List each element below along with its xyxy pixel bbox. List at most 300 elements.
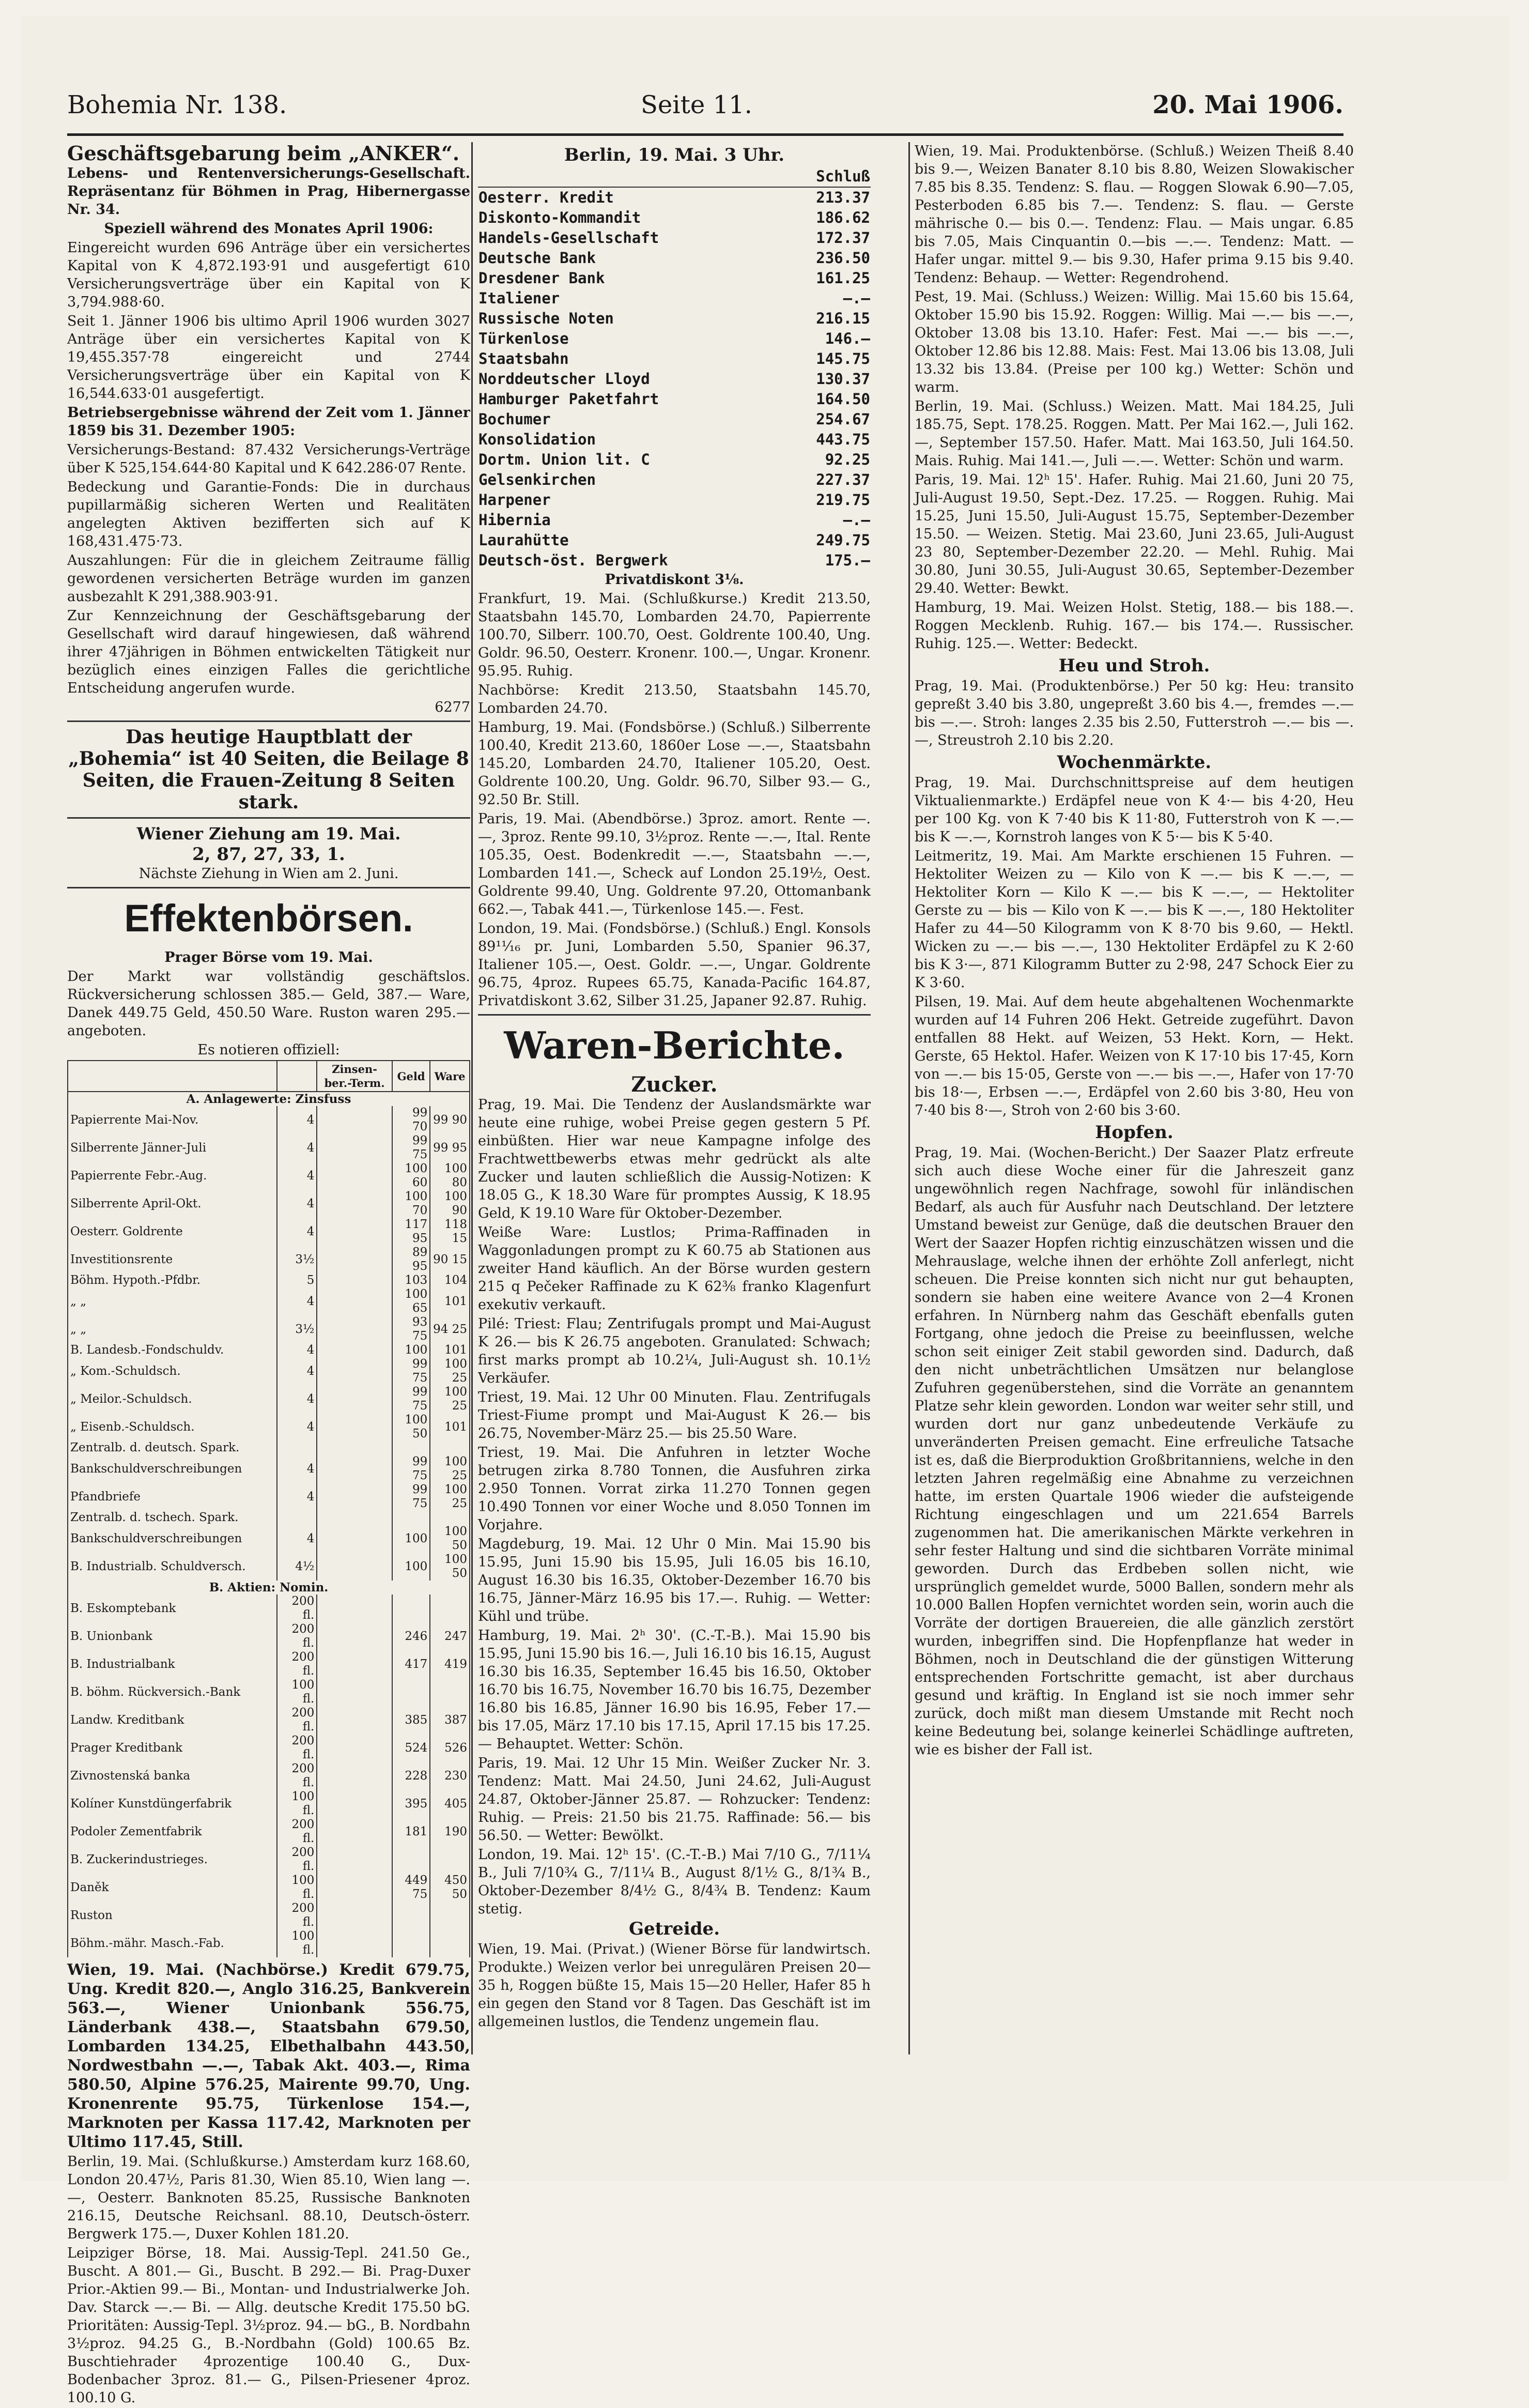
table-cell <box>317 1343 392 1357</box>
notiert-label: Es notieren offiziell: <box>197 1042 340 1058</box>
table-row <box>68 1818 470 1846</box>
table-cell: B. Industrialbank <box>68 1650 277 1678</box>
table-cell: 99 90 <box>430 1106 470 1134</box>
anker-period: Speziell während des Monates April 1906: <box>104 221 434 237</box>
table-cell: 4 <box>277 1343 317 1357</box>
table-row <box>68 1343 470 1357</box>
table-cell <box>430 1901 470 1929</box>
anker-para: Eingereicht wurden 696 Anträge über ein versichertes Kapital von K 4,872.193·91 und ausgefertigt 610 Versicherungsverträge über ein Kapital von K 3,794.988·60. <box>67 240 470 310</box>
table-cell: 4½ <box>277 1553 317 1581</box>
wien-nachboerse: Wien, 19. Mai. (Nachbörse.) Kredit 679.75, Ung. Kredit 820.—, Anglo 316.25, Bankverein 563.—, Wiener Unionbank 556.75, Länderbank 438.—, Staatsbahn 679.50, Lombarden 134.25, Elbethalbahn 443.50, Nordwestbahn —.—, Tabak Akt. 403.—, Rima 580.50, Alpine 576.25, Mairente 99.70, Ung. Kronenrente 95.75, Türkenlose 154.—, Marknoten per Kassa 117.42, Marknoten per Ultimo 117.45, Still. <box>67 1961 470 2151</box>
table-cell: 449 75 <box>392 1874 430 1901</box>
table-row <box>68 1190 470 1218</box>
table-cell <box>317 1357 392 1385</box>
table-cell: Zentralb. d. deutsch. Spark. <box>68 1441 277 1455</box>
lottery-title: Wiener Ziehung am 19. Mai. <box>136 824 401 843</box>
zucker-triest: Triest, 19. Mai. Die Anfuhren in letzter Woche betrugen zirka 8.780 Tonnen, die Ausfuhren zirka 2.950 Tonnen. Vorrat zirka 11.270 Tonnen gegen 10.490 Tonnen vor einer Woche und 8.050 Tonnen im Vorjahre. <box>478 1445 871 1533</box>
table-cell: 230 <box>430 1762 470 1790</box>
table-cell <box>317 1106 392 1134</box>
table-cell <box>317 1525 392 1553</box>
table-row <box>68 1106 470 1134</box>
table-row <box>478 309 871 329</box>
quotes-header: Ware <box>430 1061 470 1092</box>
privatdiskont: Privatdiskont 3⅛. <box>605 572 744 588</box>
frankfurt-nachboerse: Nachbörse: Kredit 213.50, Staatsbahn 145.70, Lombarden 24.70. <box>478 682 871 716</box>
table-cell: 100 <box>392 1553 430 1581</box>
table-cell <box>317 1678 392 1706</box>
berlin-head: Schluß <box>478 166 871 187</box>
table-cell: 4 <box>277 1134 317 1162</box>
lottery-next: Nächste Ziehung in Wien am 2. Juni. <box>138 866 399 882</box>
zucker-triest: Triest, 19. Mai. 12 Uhr 00 Minuten. Flau. Zentrifugals Triest-Fiume prompt und Mai-August K 26.— bis 26.75, November-März 25.— bis 25.50 Ware. <box>478 1389 871 1441</box>
security-price: 213.37 <box>816 189 870 206</box>
zucker-heading: Zucker. <box>631 1072 718 1097</box>
zucker-hamburg: Hamburg, 19. Mai. 2ʰ 30'. (C.-T.-B.). Mai 15.90 bis 15.95, Juni 15.90 bis 16.—, Juli 16.10 bis 16.15, August 16.30 bis 16.35, September 16.45 bis 16.50, Oktober 16.70 bis 16.75, November 16.70 bis 16.75, Dezember 16.80 bis 16.85, Jänner 16.90 bis 16.95, Feber 17.— bis 17.05, März 17.10 bis 17.15, April 17.15 bis 17.25. — Behauptet. Wetter: Schön. <box>478 1628 871 1752</box>
table-cell <box>392 1511 430 1525</box>
column-divider <box>471 142 473 2054</box>
table-cell: 101 <box>430 1343 470 1357</box>
table-cell: 524 <box>392 1734 430 1762</box>
table-cell: 100 25 <box>430 1455 470 1483</box>
table-cell <box>430 1511 470 1525</box>
security-name: Deutsche Bank <box>478 249 596 267</box>
table-cell: 100 fl. <box>277 1929 317 1957</box>
table-cell: Pfandbriefe <box>68 1483 277 1511</box>
security-price: 161.25 <box>816 269 870 287</box>
table-row <box>68 1734 470 1762</box>
table-cell: 200 fl. <box>277 1901 317 1929</box>
security-name: Konsolidation <box>478 431 596 448</box>
table-cell <box>317 1315 392 1343</box>
table-cell: 99 75 <box>392 1357 430 1385</box>
table-cell <box>430 1846 470 1874</box>
table-cell: 3½ <box>277 1315 317 1343</box>
table-cell <box>317 1413 392 1441</box>
table-cell: 118 15 <box>430 1218 470 1246</box>
security-price: 92.25 <box>825 451 870 468</box>
table-cell: Zivnostenská banka <box>68 1762 277 1790</box>
table-cell: 190 <box>430 1818 470 1846</box>
table-row <box>68 1790 470 1818</box>
table-cell: 4 <box>277 1525 317 1553</box>
table-cell: 100 <box>392 1343 430 1357</box>
london-report: London, 19. Mai. (Fondsbörse.) (Schluß.) Engl. Konsols 89¹¹⁄₁₆ pr. Juni, Lombarden 5.50, Spanier 96.37, Italiener 105.—, Oest. Goldr. —.—, Ungar. Goldrente 96.75, 4proz. Rupees 65.75, Kanada-Pacific 164.87, Privatdiskont 3.62, Silber 31.25, Japaner 92.87. Ruhig. <box>478 921 871 1009</box>
table-cell: 526 <box>430 1734 470 1762</box>
table-cell: B. Landesb.-Fondschuldv. <box>68 1343 277 1357</box>
table-cell: B. Eskomptebank <box>68 1594 277 1622</box>
table-cell: 90 15 <box>430 1246 470 1274</box>
table-cell: 100 50 <box>392 1413 430 1441</box>
table-row <box>68 1846 470 1874</box>
table-row <box>478 329 871 349</box>
pest-report: Pest, 19. Mai. (Schluss.) Weizen: Willig. Mai 15.60 bis 15.64, Oktober 15.90 bis 15.92. Roggen: Willig. Mai —.— bis —.—, Oktober 13.08 bis 13.10. Hafer: Fest. Mai —.— bis —.—, Oktober 12.86 bis 12.88. Mais: Fest. Mai 13.06 bis 13.08, Juli 13.32 bis 13.84. (Preise per 100 kg.) Wetter: Schön und warm. <box>915 289 1354 395</box>
table-cell: 4 <box>277 1287 317 1315</box>
security-name: Gelsenkirchen <box>478 471 596 488</box>
security-name: Dortm. Union lit. C <box>478 451 650 468</box>
hopfen-heading: Hopfen. <box>1095 1122 1173 1143</box>
table-cell: 103 <box>392 1274 430 1287</box>
quotes-body <box>68 1092 470 1581</box>
anker-title: Geschäftsgebarung beim „ANKER“. <box>67 142 460 165</box>
table-cell: 181 <box>392 1818 430 1846</box>
table-cell <box>317 1734 392 1762</box>
security-name: Deutsch-öst. Bergwerk <box>478 551 668 569</box>
table-cell: Investitionsrente <box>68 1246 277 1274</box>
table-cell <box>392 1929 430 1957</box>
table-cell: 100 25 <box>430 1483 470 1511</box>
quotes-header <box>277 1061 317 1092</box>
table-row <box>68 1274 470 1287</box>
table-cell: B. böhm. Rückversich.-Bank <box>68 1678 277 1706</box>
table-cell: Podoler Zementfabrik <box>68 1818 277 1846</box>
security-price: 216.15 <box>816 310 870 327</box>
table-cell: 100 fl. <box>277 1678 317 1706</box>
table-cell <box>317 1385 392 1413</box>
berlin-schlusskurse: Berlin, 19. Mai. (Schlußkurse.) Amsterdam kurz 168.60, London 20.47½, Paris 81.30, Wien 85.10, Wien lang —.—, Oesterr. Banknoten 85.25, Russische Banknoten 216.15, Deutsche Reichsanl. 88.10, Deutsch-österr. Bergwerk 175.—, Duxer Kohlen 181.20. <box>67 2154 470 2242</box>
paper-name: Bohemia Nr. 138. <box>67 90 287 119</box>
table-row <box>478 430 871 450</box>
table-row <box>68 1553 470 1581</box>
column-1 <box>67 142 470 2408</box>
table-row <box>478 268 871 288</box>
table-row <box>68 1218 470 1246</box>
table-cell <box>317 1790 392 1818</box>
table-cell: 4 <box>277 1357 317 1385</box>
quotes-body <box>68 1581 470 1957</box>
table-cell: 200 fl. <box>277 1762 317 1790</box>
table-cell <box>430 1441 470 1455</box>
table-cell <box>317 1846 392 1874</box>
table-cell <box>317 1511 392 1525</box>
quotes-header: Zinsen-ber.-Term. <box>317 1061 392 1092</box>
table-row <box>68 1246 470 1274</box>
table-cell: 100 <box>392 1525 430 1553</box>
table-cell: 100 70 <box>392 1190 430 1218</box>
table-cell: 200 fl. <box>277 1846 317 1874</box>
table-row <box>68 1622 470 1650</box>
table-cell <box>317 1901 392 1929</box>
quotes-table <box>67 1060 470 1957</box>
security-name: Hamburger Paketfahrt <box>478 390 659 408</box>
security-name: Handels-Gesellschaft <box>478 229 659 247</box>
table-row <box>478 228 871 248</box>
divider <box>67 720 470 722</box>
anker-para: Zur Kennzeichnung der Geschäftsgebarung der Gesellschaft wird darauf hingewiesen, daß während ihrer 47jährigen in Böhmen entwickelten Tätigkeit nur bezüglich eines einzigen Falles die gerichtliche Entscheidung angerufen wurde. <box>67 608 470 696</box>
table-cell: 100 80 <box>430 1162 470 1190</box>
table-row <box>478 349 871 369</box>
anker-para: Bedeckung und Garantie-Fonds: Die in durchaus pupillarmäßig sicheren Werten und Realitäten angelegten Aktiven bezifferten sich auf K 168,431.475·73. <box>67 479 470 549</box>
table-row <box>478 530 871 550</box>
table-cell: 200 fl. <box>277 1650 317 1678</box>
table-row <box>68 1678 470 1706</box>
frankfurt-report: Frankfurt, 19. Mai. (Schlußkurse.) Kredit 213.50, Staatsbahn 145.70, Lombarden 24.70, Papierrente 100.70, Silberr. 100.70, Oest. Goldrente 100.40, Ung. Goldr. 96.50, Oesterr. Kronenr. 100.—, Ungar. Kronenr. 95.95. Ruhig. <box>478 591 871 679</box>
table-cell: „ „ <box>68 1315 277 1343</box>
berlin-table <box>478 166 871 571</box>
table-cell: 450 50 <box>430 1874 470 1901</box>
table-cell: 246 <box>392 1622 430 1650</box>
table-cell: Böhm. Hypoth.-Pfdbr. <box>68 1274 277 1287</box>
paris-report: Paris, 19. Mai. (Abendbörse.) 3proz. amort. Rente —.—, 3proz. Rente 99.10, 3½proz. Rente —.—, Ital. Rente 105.35, Oest. Bodenkredit —.—, Staatsbahn —.—, Lombarden 141.—, Scheck auf London 25.19½, Oest. Goldrente 99.40, Ung. Goldrente 97.20, Ottomanbank 662.—, Tabak 441.—, Türkenlose 145.—. Fest. <box>478 811 871 917</box>
table-cell: 200 fl. <box>277 1706 317 1734</box>
table-row <box>68 1650 470 1678</box>
table-row <box>478 187 871 208</box>
zucker-pile: Pilé: Triest: Flau; Zentrifugals prompt und Mai-August K 26.— bis K 26.75 angeboten. Granulated: Schwach; first marks prompt ab 10.2¼, Juli-August sh. 10.1½ Verkäufer. <box>478 1316 871 1386</box>
wien-produkten: Wien, 19. Mai. Produktenbörse. (Schluß.) Weizen Theiß 8.40 bis 9.—, Weizen Banater 8.10 bis 8.80, Weizen Slowakischer 7.85 bis 8.35. Tendenz: S. flau. — Roggen Slowak 6.90—7.05, Pesterboden 6.85 bis 7.—. Tendenz: S. flau. — Gerste mährische 0.— bis 0.—. Tendenz: Flau. — Mais ungar. 6.85 bis 7.05, Mais Cinquantin 0.—bis —.—. Tendenz: Matt. — Hafer ungar. mittel 9.— bis 9.30, Hafer prima 9.15 bis 9.40. Tendenz: Behaup. — Wetter: Regendrohend. <box>915 143 1354 286</box>
table-cell: 5 <box>277 1274 317 1287</box>
table-row <box>478 369 871 389</box>
security-price: 227.37 <box>816 471 870 488</box>
table-row <box>478 248 871 268</box>
table-cell <box>317 1483 392 1511</box>
divider <box>67 887 470 888</box>
table-row <box>478 450 871 470</box>
security-name: Staatsbahn <box>478 350 569 367</box>
table-cell <box>317 1553 392 1581</box>
pilsen-report: Pilsen, 19. Mai. Auf dem heute abgehaltenen Wochenmarkte wurden auf 14 Fuhren 206 Hekt. Getreide zugeführt. Davon entfallen 88 Hekt. auf Weizen, 53 Hekt. Korn, — Hekt. Gerste, 65 Hektol. Hafer. Weizen von K 17·10 bis 17·45, Korn von —.— bis 15·05, Gerste von —.— bis —.—, Hafer von 17·70 bis 18·—, Erbsen —.—, Erdäpfel von 2.60 bis 3·80, Heu von 7·40 bis 8·—, Stroh von 2·60 bis 3·60. <box>915 994 1354 1118</box>
table-cell <box>392 1901 430 1929</box>
hamburg-getreide: Hamburg, 19. Mai. Weizen Holst. Stetig, 188.— bis 188.—. Roggen Mecklenb. Ruhig. 167.— bis 174.—. Russischer. Ruhig. 125.—. Wetter: Bedeckt. <box>915 600 1354 652</box>
table-row <box>68 1315 470 1343</box>
table-cell: 104 <box>430 1274 470 1287</box>
table-cell <box>392 1846 430 1874</box>
berlin-getreide: Berlin, 19. Mai. (Schluss.) Weizen. Matt. Mai 184.25, Juli 185.75, Sept. 178.25. Roggen. Matt. Per Mai 162.—, Juli 162.—, September 157.50. Hafer. Matt. Mai 163.50, Juli 164.50. Mais. Ruhig. Mai 141.—, Juli —.—. Wetter: Schön und warm. <box>915 398 1354 469</box>
security-name: Russische Noten <box>478 310 614 327</box>
table-cell <box>317 1818 392 1846</box>
waren-heading: Waren-Berichte. <box>504 1023 845 1067</box>
column-3 <box>915 142 1354 1760</box>
berlin-title: Berlin, 19. Mai. 3 Uhr. <box>564 145 785 165</box>
table-cell <box>392 1678 430 1706</box>
security-price: 145.75 <box>816 350 870 367</box>
table-cell: 405 <box>430 1790 470 1818</box>
security-name: Oesterr. Kredit <box>478 189 614 206</box>
issue-date: 20. Mai 1906. <box>1152 90 1343 119</box>
table-row <box>478 389 871 409</box>
table-cell <box>317 1246 392 1274</box>
berlin-body <box>478 187 871 571</box>
anker-para: Versicherungs-Bestand: 87.432 Versicherungs-Verträge über K 525,154.644·80 Kapital und K 642.286·07 Rente. <box>67 442 470 476</box>
table-cell: 100 65 <box>392 1287 430 1315</box>
table-cell: B. Zuckerindustrieges. <box>68 1846 277 1874</box>
table-cell <box>317 1190 392 1218</box>
table-row <box>478 208 871 228</box>
table-cell: B. Industrialb. Schuldversch. <box>68 1553 277 1581</box>
table-cell <box>277 1441 317 1455</box>
security-name: Laurahütte <box>478 531 569 549</box>
column-2 <box>478 142 871 2032</box>
security-name: Hibernia <box>478 511 551 529</box>
security-name: Türkenlose <box>478 330 569 347</box>
table-cell: Ruston <box>68 1901 277 1929</box>
paris-getreide: Paris, 19. Mai. 12ʰ 15'. Hafer. Ruhig. Mai 21.60, Juni 20 75, Juli-August 19.50, Sept.-Dez. 17.25. — Roggen. Ruhig. Mai 15.25, Juni 15.50, Juli-August 15.75, September-Dezember 15.50. — Weizen. Stetig. Mai 23.60, Juni 23.65, Juli-August 23 80, September-Dezember 22.20. — Mehl. Ruhig. Mai 30.80, Juni 30.55, Juli-August 30.65, September-Dezember 29.40. Wetter: Bewkt. <box>915 472 1354 596</box>
table-cell: 101 <box>430 1413 470 1441</box>
table-cell: Bankschuldverschreibungen <box>68 1525 277 1553</box>
table-cell: 100 25 <box>430 1385 470 1413</box>
table-cell: 387 <box>430 1706 470 1734</box>
prager-text: Der Markt war vollständig geschäftslos. Rückversicherung schlossen 385.— Geld, 387.— Ware, Danek 449.75 Geld, 450.50 Ware. Ruston waren 295.— angeboten. <box>67 969 470 1039</box>
security-name: Italiener <box>478 289 560 307</box>
page-header <box>67 90 1343 132</box>
table-cell: 200 fl. <box>277 1818 317 1846</box>
table-row <box>478 288 871 309</box>
table-row <box>68 1413 470 1441</box>
table-cell: 100 60 <box>392 1162 430 1190</box>
table-cell <box>317 1134 392 1162</box>
table-cell: 4 <box>277 1162 317 1190</box>
column-divider <box>908 142 910 2054</box>
security-price: —.— <box>843 289 870 307</box>
table-cell: 228 <box>392 1762 430 1790</box>
table-cell: 100 50 <box>430 1553 470 1581</box>
table-cell: 4 <box>277 1455 317 1483</box>
table-cell: 100 25 <box>430 1357 470 1385</box>
table-cell: 4 <box>277 1385 317 1413</box>
table-cell: 99 75 <box>392 1134 430 1162</box>
table-cell <box>317 1929 392 1957</box>
table-cell: 417 <box>392 1650 430 1678</box>
table-cell <box>317 1874 392 1901</box>
lottery-numbers: 2, 87, 27, 33, 1. <box>192 844 345 865</box>
table-cell <box>277 1511 317 1525</box>
table-cell: 93 75 <box>392 1315 430 1343</box>
table-cell: 4 <box>277 1190 317 1218</box>
table-cell <box>317 1162 392 1190</box>
wochenmaerkte-heading: Wochenmärkte. <box>1057 752 1212 773</box>
divider <box>478 1014 871 1016</box>
quotes-header <box>68 1061 277 1092</box>
zucker-london: London, 19. Mai. 12ʰ 15'. (C.-T.-B.) Mai 7/10 G., 7/11¼ B., Juli 7/10¾ G., 7/11¼ B., August 8/1½ G., 8/1¾ B., Oktober-Dezember 8/4½ G., 8/4¾ B. Tendenz: Kaum stetig. <box>478 1847 871 1917</box>
table-cell <box>430 1929 470 1957</box>
header-rule <box>67 133 1343 136</box>
security-name: Dresdener Bank <box>478 269 605 287</box>
issue-notice: Das heutige Hauptblatt der „Bohemia“ ist 40 Seiten, die Beilage 8 Seiten, die Frauen-Zeitung 8 Seiten stark. <box>68 726 469 813</box>
table-cell <box>430 1678 470 1706</box>
table-cell: 100 fl. <box>277 1874 317 1901</box>
table-row <box>478 550 871 571</box>
table-cell: 94 25 <box>430 1315 470 1343</box>
table-cell: 200 fl. <box>277 1734 317 1762</box>
security-name: Bochumer <box>478 410 551 428</box>
heu-heading: Heu und Stroh. <box>1058 655 1210 676</box>
table-cell: Silberrente April-Okt. <box>68 1190 277 1218</box>
table-cell <box>317 1455 392 1483</box>
table-cell <box>430 1594 470 1622</box>
zucker-magdeburg: Magdeburg, 19. Mai. 12 Uhr 0 Min. Mai 15.90 bis 15.95, Juni 15.90 bis 15.95, Juli 16.05 bis 16.10, August 16.30 bis 16.35, Oktober-Dezember 16.70 bis 16.75, Jänner-März 16.95 bis 17.—. Ruhig. — Wetter: Kühl und trübe. <box>478 1536 871 1624</box>
prager-boerse: Prager Börse vom 19. Mai. <box>164 949 373 965</box>
section-a-label: A. Anlagewerte: Zinsfuss <box>68 1092 470 1106</box>
table-row <box>478 409 871 430</box>
table-row <box>68 1134 470 1162</box>
table-row <box>68 1706 470 1734</box>
table-cell: 4 <box>277 1218 317 1246</box>
table-row <box>478 470 871 490</box>
table-cell: Zentralb. d. tschech. Spark. <box>68 1511 277 1525</box>
table-cell <box>317 1706 392 1734</box>
table-cell: B. Unionbank <box>68 1622 277 1650</box>
table-cell: Oesterr. Goldrente <box>68 1218 277 1246</box>
table-cell: 89 95 <box>392 1246 430 1274</box>
table-cell <box>317 1650 392 1678</box>
security-price: 186.62 <box>816 209 870 226</box>
table-cell: Landw. Kreditbank <box>68 1706 277 1734</box>
table-cell: 100 fl. <box>277 1790 317 1818</box>
table-cell: 4 <box>277 1483 317 1511</box>
table-row <box>68 1525 470 1553</box>
anker-number: 6277 <box>435 699 470 715</box>
leipziger-boerse: Leipziger Börse, 18. Mai. Aussig-Tepl. 241.50 Ge., Buscht. A 801.— Gi., Buscht. B 292.— Bi. Prag-Duxer Prior.-Aktien 99.— Bi., Montan- und Industrialwerke Joh. Dav. Starck —.— Bi. — Allg. deutsche Kredit 175.50 bG. Prioritäten: Aussig-Tepl. 3½proz. 94.— bG., B. Nordbahn 3½proz. 94.25 G., B.-Nordbahn (Gold) 100.65 Bz. Buschtiehrader 4prozentige 100.40 G., Dux-Bodenbacher 3proz. 81.— G., Pilsen-Priesener 4proz. 100.10 G. <box>67 2245 470 2406</box>
table-cell: 101 <box>430 1287 470 1315</box>
section-b-label: B. Aktien: Nomin. <box>68 1581 470 1594</box>
table-cell: 3½ <box>277 1246 317 1274</box>
table-cell: „ „ <box>68 1287 277 1315</box>
table-row <box>68 1762 470 1790</box>
table-cell: Bankschuldverschreibungen <box>68 1455 277 1483</box>
security-name: Diskonto-Kommandit <box>478 209 641 226</box>
zucker-paris: Paris, 19. Mai. 12 Uhr 15 Min. Weißer Zucker Nr. 3. Tendenz: Matt. Mai 24.50, Juni 24.62, Juli-August 24.87, Oktober-Jänner 25.87. — Rohzucker: Tendenz: Ruhig. — Preis: 21.50 bis 21.75. Raffinade: 56.— bis 56.50. — Wetter: Bewölkt. <box>478 1755 871 1844</box>
security-price: 146.— <box>825 330 870 347</box>
table-cell: 4 <box>277 1106 317 1134</box>
hamburg-report: Hamburg, 19. Mai. (Fondsbörse.) (Schluß.) Silberrente 100.40, Kredit 213.60, 1860er Lose —.—, Staatsbahn 145.20, Lombarden 24.70, Italiener 105.20, Oest. Goldrente 100.20, Ung. Goldr. 96.70, Silber 93.— G., 92.50 Br. Still. <box>478 719 871 808</box>
table-cell: 200 fl. <box>277 1594 317 1622</box>
table-cell <box>317 1274 392 1287</box>
table-cell: Böhm.-mähr. Masch.-Fab. <box>68 1929 277 1957</box>
table-row <box>68 1929 470 1957</box>
security-price: 175.— <box>825 551 870 569</box>
table-row <box>68 1287 470 1315</box>
table-cell: 385 <box>392 1706 430 1734</box>
table-row <box>68 1594 470 1622</box>
table-cell: Daněk <box>68 1874 277 1901</box>
table-row <box>68 1455 470 1483</box>
table-cell: 395 <box>392 1790 430 1818</box>
table-row <box>478 510 871 530</box>
effekten-heading: Effektenbörsen. <box>124 897 413 940</box>
table-cell: „ Meilor.-Schuldsch. <box>68 1385 277 1413</box>
table-cell: „ Kom.-Schuldsch. <box>68 1357 277 1385</box>
leitmeritz-report: Leitmeritz, 19. Mai. Am Markte erschienen 15 Fuhren. — Hektoliter Weizen zu — Kilo von K —.— bis K —.—, — Hektoliter Korn — Kilo K —.— bis K —.—, — Hektoliter Gerste zu — bis — Kilo von K —.— bis K —.—, 180 Hektoliter Hafer zu 44—50 Kilogramm von K 8·70 bis 9.60, — Hektl. Wicken zu —.— bis —.—, 130 Hektoliter Erdäpfel zu K 2·60 bis K 3·—, 871 Kilogramm Butter zu 2·98, 247 Schock Eier zu K 3·60. <box>915 848 1354 991</box>
security-price: 236.50 <box>816 249 870 267</box>
anker-para: Auszahlungen: Für die in gleichem Zeitraume fällig gewordenen versicherten Beträge wurden im ganzen ausbezahlt K 291,388.903·91. <box>67 553 470 605</box>
table-cell: 99 75 <box>392 1455 430 1483</box>
table-row <box>68 1874 470 1901</box>
anker-company: Lebens- und Rentenversicherungs-Gesellschaft. Repräsentanz für Böhmen in Prag, Hibernergasse Nr. 34. <box>67 165 470 218</box>
page-number: Seite 11. <box>641 90 752 119</box>
table-cell: Papierrente Mai-Nov. <box>68 1106 277 1134</box>
security-price: —.— <box>843 511 870 529</box>
table-cell: Kolíner Kunstdüngerfabrik <box>68 1790 277 1818</box>
prag-wochenmarkt: Prag, 19. Mai. Durchschnittspreise auf dem heutigen Viktualienmarkte.) Erdäpfel neue von K 4·— bis 4·20, Heu per 100 Kg. von K 7·40 bis K 11·80, Futterstroh von K —.— bis K —.—, Kornstroh langes von K 5·— bis K 5·40. <box>915 775 1354 845</box>
table-cell <box>317 1594 392 1622</box>
zucker-prag: Prag, 19. Mai. Die Tendenz der Auslandsmärkte war heute eine ruhige, wobei Preise gegen gestern 5 Pf. einbüßten. Hier war neue Kampagne infolge des Frachtwettbewerbs etwas mehr gedrückt als alte Zucker und lauten schließlich die Aussig-Notizen: K 18.05 G., K 18.30 Ware für promptes Aussig, K 18.95 Geld, K 19.10 Ware für Oktober-Dezember. <box>478 1097 871 1221</box>
table-cell: „ Eisenb.-Schuldsch. <box>68 1413 277 1441</box>
table-row <box>68 1441 470 1455</box>
table-row <box>68 1901 470 1929</box>
table-cell: 100 50 <box>430 1525 470 1553</box>
table-row <box>478 490 871 510</box>
getreide-heading: Getreide. <box>628 1919 720 1939</box>
security-price: 219.75 <box>816 491 870 509</box>
table-row <box>68 1483 470 1511</box>
table-cell <box>392 1441 430 1455</box>
table-cell <box>317 1762 392 1790</box>
table-cell: 4 <box>277 1413 317 1441</box>
table-row <box>68 1385 470 1413</box>
getreide-wien: Wien, 19. Mai. (Privat.) (Wiener Börse für landwirtsch. Produkte.) Weizen verlor bei unregulären Preisen 20—35 h, Roggen büßte 15, Mais 15—20 Heller, Hafer 85 h ein gegen den Stand vor 8 Tagen. Das Geschäft ist im allgemeinen lustlos, die Tendenz ungemein flau. <box>478 1941 871 2030</box>
table-cell <box>317 1287 392 1315</box>
hopfen-report: Prag, 19. Mai. (Wochen-Bericht.) Der Saazer Platz erfreute sich auch diese Woche einer für die Jahreszeit ganz ungewöhnlich regen Nachfrage, sowohl für inländischen Bedarf, als auch für Ausfuhr nach Deutschland. Der letztere Umstand beweist zur Genüge, daß die deutschen Brauer den Wert der Saazer Hopfen richtig einzuschätzen wissen und die Mehrauslage, welche ihnen der erhöhte Zoll anferlegt, nicht scheuen. Die Preise konnten sich nicht nur gut behaupten, sondern sie haben eine weitere Avance von 2—4 Kronen erfahren. In Nürnberg nahm das Geschäft ebenfalls guten Fortgang, ohne jedoch die Preise zu beeinflussen, welche schon seit einiger Zeit stabil geworden sind. Dadurch, daß den nicht unbeträchtlichen Umsätzen nur belanglose Zufuhren gegenüberstehen, sind die Vorräte an genanntem Platze sehr klein geworden. London war weiter sehr still, und wurden dort nur ganz unbedeutende Verkäufe zu unveränderten Preisen gemacht. Eine erfreuliche Tatsache ist es, daß die Bierproduktion Großbritanniens, welche in den letzten Jahren regelmäßig eine Abnahme zu verzeichnen hatte, im ersten Quartale 1906 wieder die aufsteigende Richtung eingeschlagen und um 221.654 Barrels zugenommen hat. Die amerikanischen Märkte verkehren in sehr fester Haltung und sind die sichtbaren Vorräte minimal geworden. Durch das Erdbeben sollen nicht, wie ursprünglich gemeldet wurde, 5000 Ballen, sondern mehr als 10.000 Ballen Hopfen vernichtet worden sein, worin auch die Vorräte der dortigen Brauereien, die alle gänzlich zerstört wurden, inbegriffen sind. Die Hopfenpflanze hat weder in Böhmen, noch in Deutschland die der günstigen Witterung entsprechenden Fortschritte gemacht, ist aber durchaus gesund und kräftig. In England ist sie noch immer sehr zurück, doch mißt man diesem Umstande mit Recht noch keine Bedeutung bei, solange keinerlei Schädlinge auftreten, wie es bisher der Fall ist. <box>915 1145 1354 1758</box>
anker-para: Betriebsergebnisse während der Zeit vom 1. Jänner 1859 bis 31. Dezember 1905: <box>67 405 470 439</box>
divider <box>67 817 470 819</box>
